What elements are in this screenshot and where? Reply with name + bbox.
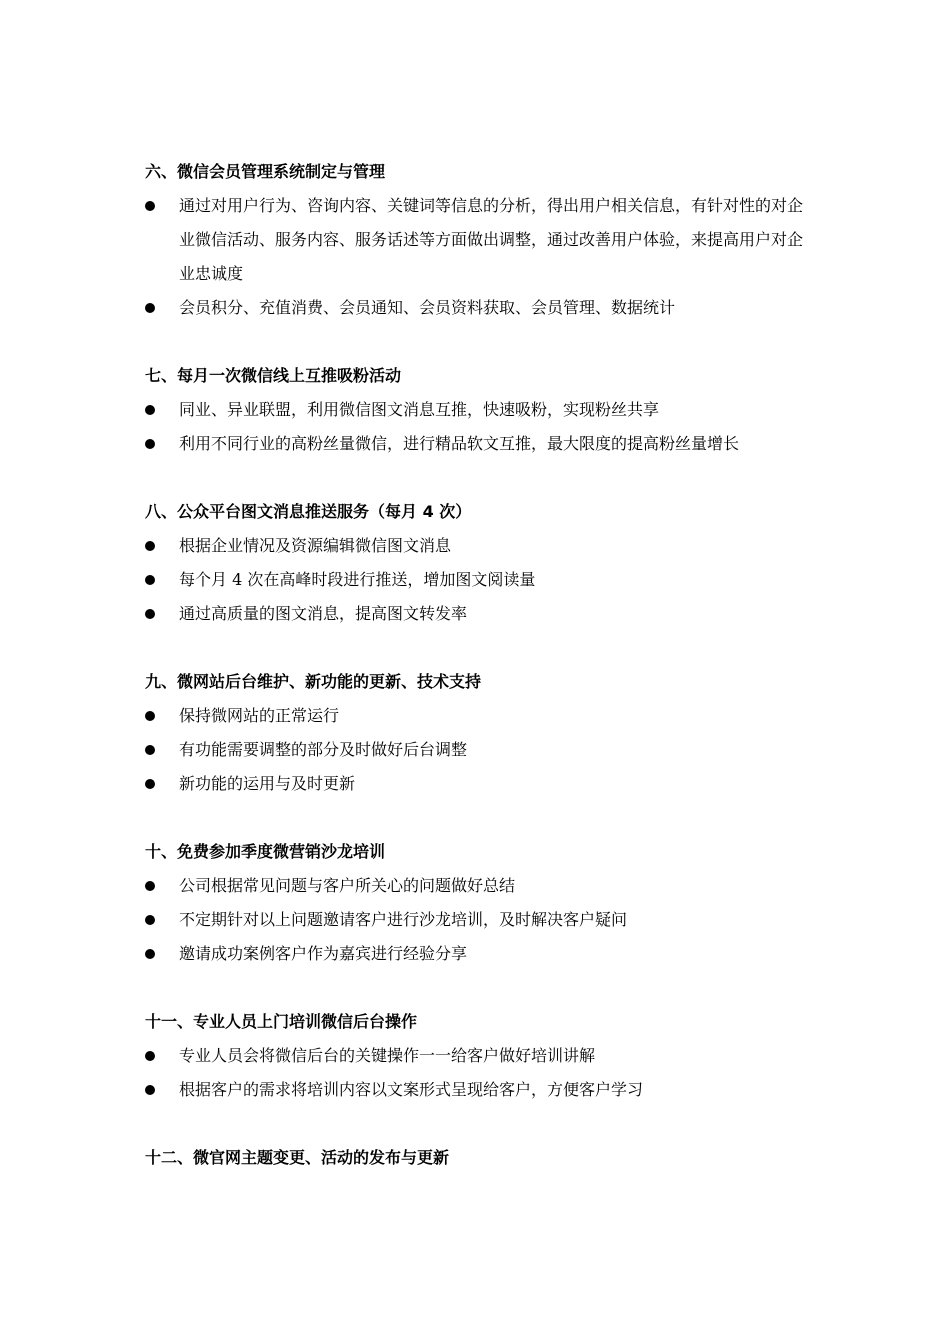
bullet-list [145,699,825,801]
bullet-text: 会员积分、充值消费、会员通知、会员资料获取、会员管理、数据统计 [179,298,676,317]
section-heading: 十二、微官网主题变更、活动的发布与更新 [145,1148,450,1167]
bullet-dot-icon [145,1085,155,1095]
bullet-item [145,563,825,597]
bullet-dot-icon [145,1051,155,1061]
bullet-dot-icon [145,949,155,959]
section-12 [145,1141,825,1175]
bullet-item [145,903,825,937]
bullet-dot-icon [145,779,155,789]
bullet-item [145,291,825,325]
bullet-dot-icon [145,575,155,585]
section-heading: 七、每月一次微信线上互推吸粉活动 [145,366,402,385]
bullet-list [145,189,825,325]
bullet-text: 专业人员会将微信后台的关键操作一一给客户做好培训讲解 [179,1046,596,1065]
bullet-text: 每个月 4 次在高峰时段进行推送，增加图文阅读量 [179,570,536,589]
bullet-text: 邀请成功案例客户作为嘉宾进行经验分享 [179,944,468,963]
section-heading: 九、微网站后台维护、新功能的更新、技术支持 [145,672,482,691]
bullet-item [145,699,825,733]
bullet-dot-icon [145,201,155,211]
bullet-list [145,869,825,971]
bullet-item [145,767,825,801]
bullet-item [145,529,825,563]
bullet-text: 根据企业情况及资源编辑微信图文消息 [179,536,452,555]
document-page [145,155,825,1209]
bullet-text: 有功能需要调整的部分及时做好后台调整 [179,740,468,759]
bullet-dot-icon [145,881,155,891]
section-11 [145,1005,825,1107]
section-6 [145,155,825,325]
bullet-item [145,869,825,903]
bullet-text: 不定期针对以上问题邀请客户进行沙龙培训，及时解决客户疑问 [179,910,628,929]
bullet-item [145,937,825,971]
section-heading: 八、公众平台图文消息推送服务（每月 4 次） [145,502,472,521]
bullet-list [145,529,825,631]
bullet-item [145,1073,825,1107]
bullet-item [145,427,825,461]
bullet-dot-icon [145,711,155,721]
bullet-list [145,393,825,461]
section-8 [145,495,825,631]
bullet-item [145,1039,825,1073]
bullet-dot-icon [145,541,155,551]
section-heading: 十一、专业人员上门培训微信后台操作 [145,1012,418,1031]
bullet-text: 新功能的运用与及时更新 [179,774,356,793]
section-heading: 六、微信会员管理系统制定与管理 [145,162,386,181]
bullet-item [145,393,825,427]
section-9 [145,665,825,801]
bullet-dot-icon [145,439,155,449]
bullet-dot-icon [145,915,155,925]
bullet-item [145,733,825,767]
section-heading: 十、免费参加季度微营销沙龙培训 [145,842,386,861]
bullet-item [145,189,825,291]
bullet-text: 保持微网站的正常运行 [179,706,340,725]
bullet-dot-icon [145,745,155,755]
section-10 [145,835,825,971]
bullet-dot-icon [145,303,155,313]
bullet-text: 利用不同行业的高粉丝量微信，进行精品软文互推，最大限度的提高粉丝量增长 [179,434,740,453]
bullet-text: 通过高质量的图文消息，提高图文转发率 [179,604,468,623]
bullet-item [145,597,825,631]
bullet-text: 同业、异业联盟，利用微信图文消息互推，快速吸粉，实现粉丝共享 [179,400,660,419]
bullet-dot-icon [145,609,155,619]
section-7 [145,359,825,461]
bullet-dot-icon [145,405,155,415]
bullet-text: 公司根据常见问题与客户所关心的问题做好总结 [179,876,516,895]
bullet-list [145,1039,825,1107]
bullet-text: 根据客户的需求将培训内容以文案形式呈现给客户，方便客户学习 [179,1080,644,1099]
bullet-text: 通过对用户行为、咨询内容、关键词等信息的分析，得出用户相关信息，有针对性的对企业微信活动、服务内容、服务话述等方面做出调整，通过改善用户体验，来提高用户对企业忠诚度 [179,196,804,283]
